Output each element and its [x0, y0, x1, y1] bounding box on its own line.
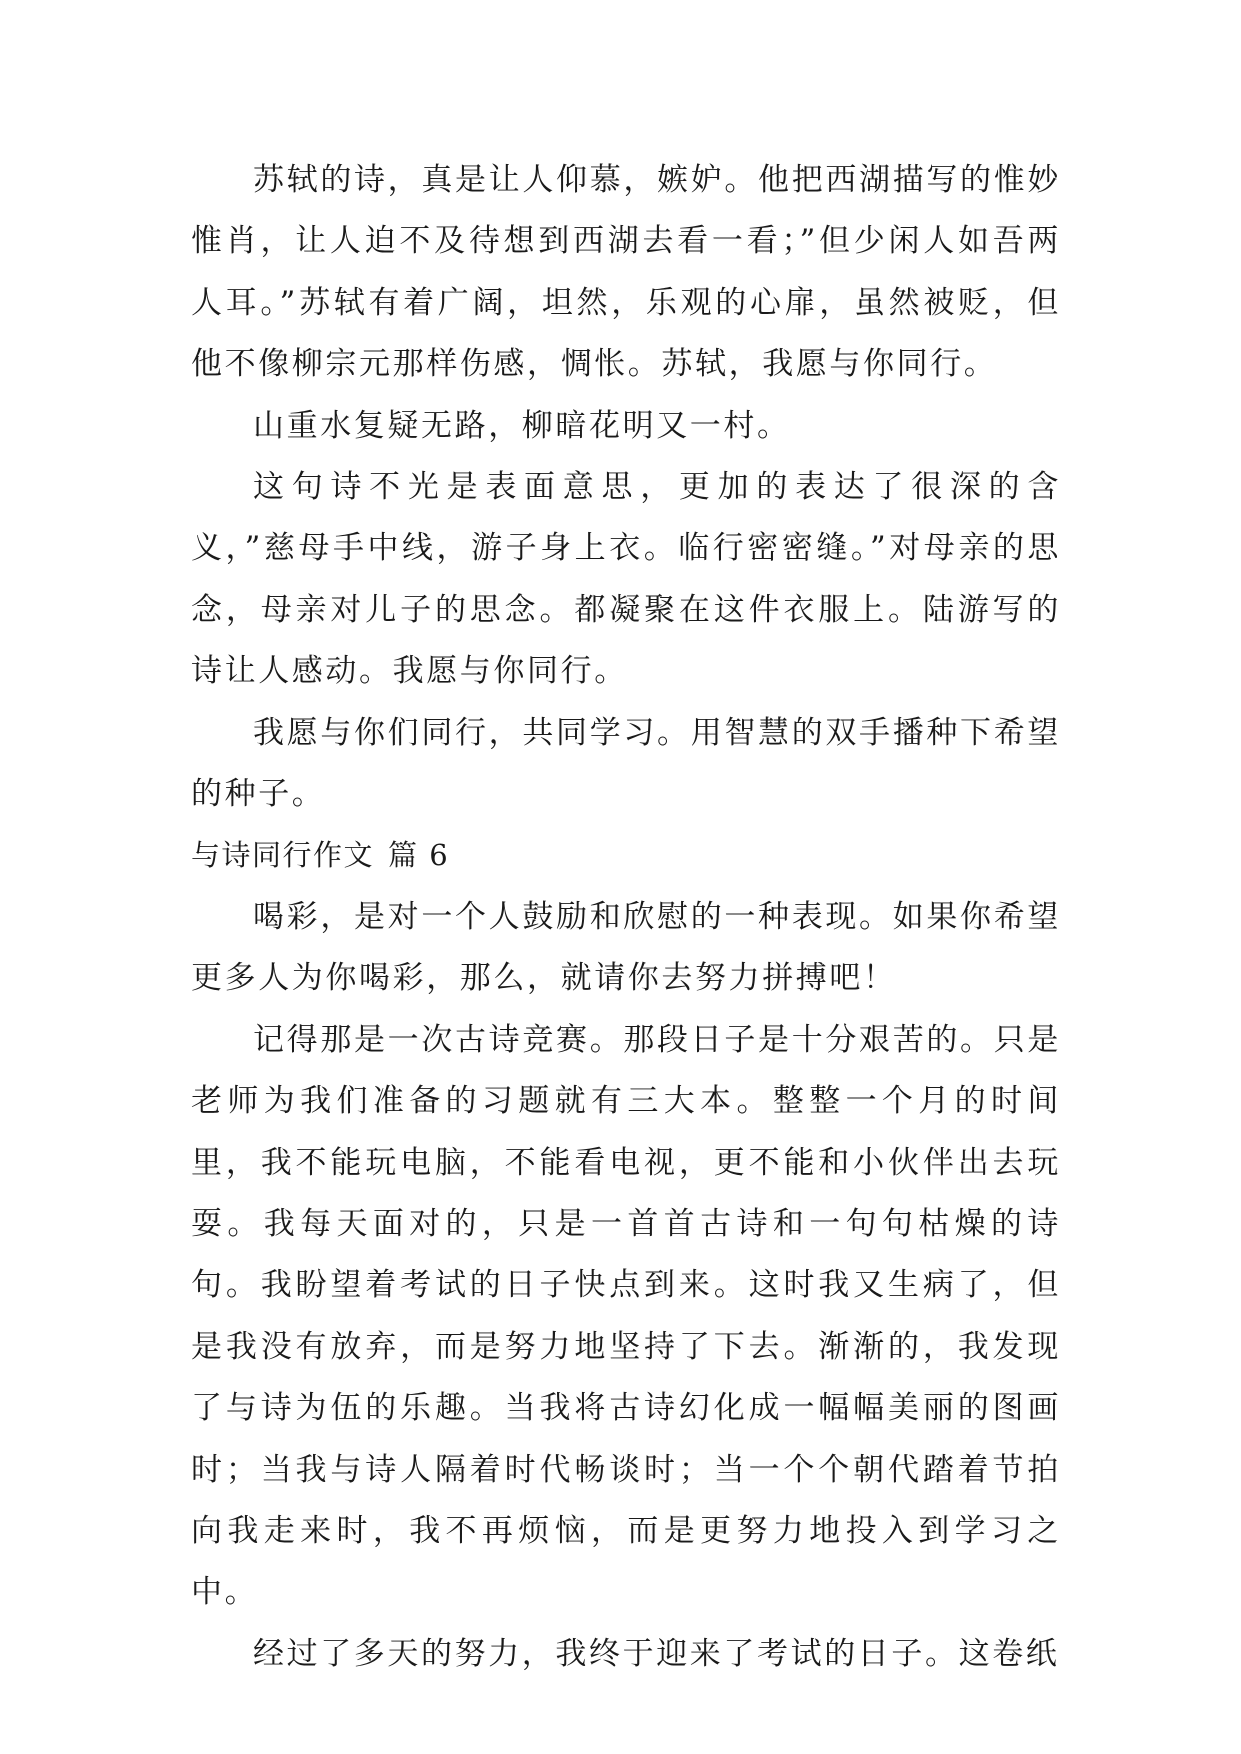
- paragraph-cheer: 喝彩，是对一个人鼓励和欣慰的一种表现。如果你希望更多人为你喝彩，那么，就请你去努力拼搏吧！: [191, 898, 1061, 997]
- paragraph-exam-day: 经过了多天的努力，我终于迎来了考试的日子。这卷纸: [253, 1635, 1060, 1672]
- section-heading-number: 篇 6: [388, 838, 450, 873]
- paragraph-mother-poem: 这句诗不光是表面意思，更加的表达了很深的含义，”慈母手中线，游子身上衣。临行密密缝。”对母亲的思念，母亲对儿子的思念。都凝聚在这件衣服上。陆游写的诗让人感动。我愿与你同行。: [191, 469, 1061, 690]
- section-heading-title: 与诗同行作文: [191, 838, 375, 873]
- paragraph-learn-together: 我愿与你们同行，共同学习。用智慧的双手播种下希望的种子。: [191, 714, 1061, 813]
- paragraph-su-shi: 苏轼的诗，真是让人仰慕，嫉妒。他把西湖描写的惟妙惟肖，让人迫不及待想到西湖去看一看；”但少闲人如吾两人耳。”苏轼有着广阔，坦然，乐观的心扉，虽然被贬，但他不像柳宗元那样伤感，惆怅。苏轼，我愿与你同行。: [191, 162, 1061, 383]
- section-heading: [191, 825, 1061, 886]
- paragraph-competition: 记得那是一次古诗竞赛。那段日子是十分艰苦的。只是老师为我们准备的习题就有三大本。整整一个月的时间里，我不能玩电脑，不能看电视，更不能和小伙伴出去玩耍。我每天面对的，只是一首首古诗和一句句枯燥的诗句。我盼望着考试的日子快点到来。这时我又生病了，但是我没有放弃，而是努力地坚持了下去。渐渐的，我发现了与诗为伍的乐趣。当我将古诗幻化成一幅幅美丽的图画时；当我与诗人隔着时代畅谈时；当一个个朝代踏着节拍向我走来时，我不再烦恼，而是更努力地投入到学习之中。: [191, 1021, 1061, 1611]
- document-body: [191, 150, 1061, 1685]
- paragraph-poem-line: 山重水复疑无路，柳暗花明又一村。: [253, 407, 791, 444]
